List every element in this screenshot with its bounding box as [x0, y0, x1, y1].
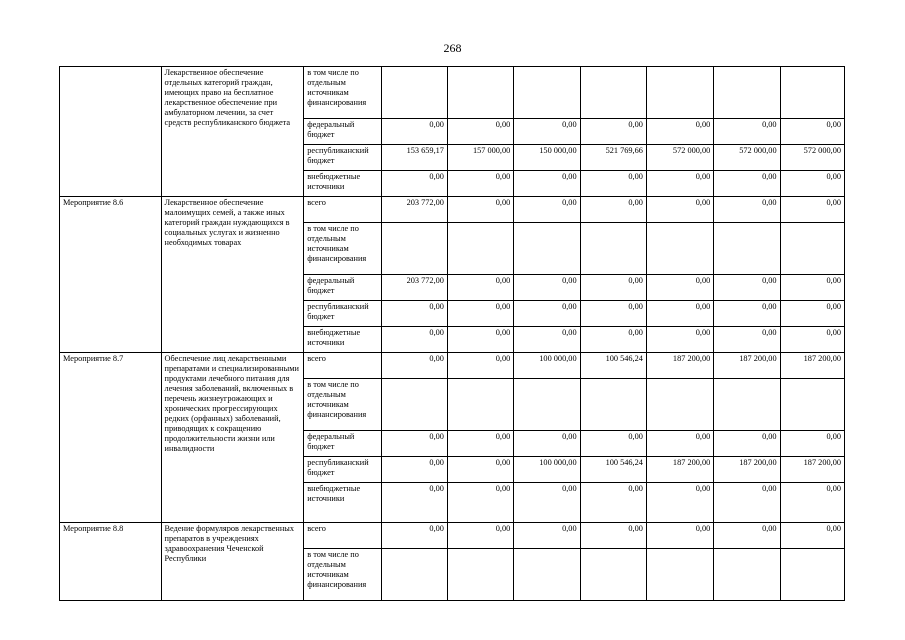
- amount-cell: 572 000,00: [646, 145, 713, 171]
- amount-cell: 100 000,00: [514, 457, 580, 483]
- funding-source-cell: внебюджетные источники: [304, 171, 381, 197]
- amount-cell: 0,00: [514, 119, 580, 145]
- funding-source-cell: республиканский бюджет: [304, 301, 381, 327]
- amount-cell: 157 000,00: [447, 145, 513, 171]
- amount-cell: 187 200,00: [714, 353, 780, 379]
- amount-cell: [580, 67, 646, 119]
- table-row: [60, 353, 845, 379]
- amount-cell: 0,00: [381, 119, 447, 145]
- amount-cell: 0,00: [714, 431, 780, 457]
- amount-cell: [714, 67, 780, 119]
- amount-cell: 0,00: [580, 119, 646, 145]
- amount-cell: 0,00: [381, 171, 447, 197]
- amount-cell: [646, 549, 713, 601]
- amount-cell: 0,00: [381, 457, 447, 483]
- amount-cell: 0,00: [447, 119, 513, 145]
- amount-cell: 0,00: [580, 483, 646, 523]
- amount-cell: [646, 379, 713, 431]
- amount-cell: 0,00: [447, 523, 513, 549]
- amount-cell: 203 772,00: [381, 197, 447, 223]
- amount-cell: [646, 223, 713, 275]
- amount-cell: 0,00: [447, 275, 513, 301]
- description-cell: Обеспечение лиц лекарственными препаратами и специализированными продуктами лечебного питания для лечения заболеваний, включенных в перечень жизнеугрожающих и хронических прогрессирующих редких (орфанных) заболеваний, приводящих к сокращению продолжительности жизни или инвалидности: [161, 353, 304, 523]
- amount-cell: 0,00: [714, 301, 780, 327]
- amount-cell: 0,00: [447, 483, 513, 523]
- amount-cell: [447, 67, 513, 119]
- amount-cell: 0,00: [780, 275, 844, 301]
- amount-cell: [780, 549, 844, 601]
- table-row: [60, 197, 845, 223]
- measure-cell: Мероприятие 8.7: [60, 353, 162, 523]
- amount-cell: 0,00: [447, 301, 513, 327]
- amount-cell: 0,00: [514, 197, 580, 223]
- amount-cell: 187 200,00: [646, 457, 713, 483]
- amount-cell: 0,00: [714, 275, 780, 301]
- amount-cell: 0,00: [780, 119, 844, 145]
- amount-cell: 0,00: [381, 483, 447, 523]
- amount-cell: 0,00: [580, 301, 646, 327]
- funding-source-cell: всего: [304, 353, 381, 379]
- amount-cell: 0,00: [780, 483, 844, 523]
- description-cell: Лекарственное обеспечение малоимущих семей, а также иных категорий граждан нуждающихся в социальных услугах и жизненно необходимых товарах: [161, 197, 304, 353]
- amount-cell: 0,00: [580, 327, 646, 353]
- amount-cell: 0,00: [447, 457, 513, 483]
- amount-cell: 0,00: [646, 197, 713, 223]
- amount-cell: [580, 223, 646, 275]
- amount-cell: 0,00: [447, 353, 513, 379]
- amount-cell: [580, 549, 646, 601]
- amount-cell: 0,00: [646, 275, 713, 301]
- amount-cell: 0,00: [381, 523, 447, 549]
- funding-source-cell: всего: [304, 197, 381, 223]
- amount-cell: 0,00: [780, 301, 844, 327]
- amount-cell: [381, 549, 447, 601]
- amount-cell: 0,00: [447, 431, 513, 457]
- amount-cell: 0,00: [447, 327, 513, 353]
- measure-cell: [60, 67, 162, 197]
- amount-cell: [714, 379, 780, 431]
- amount-cell: 0,00: [514, 431, 580, 457]
- amount-cell: 187 200,00: [780, 353, 844, 379]
- amount-cell: 100 546,24: [580, 457, 646, 483]
- amount-cell: 150 000,00: [514, 145, 580, 171]
- amount-cell: 0,00: [514, 275, 580, 301]
- amount-cell: 0,00: [780, 327, 844, 353]
- amount-cell: 0,00: [714, 197, 780, 223]
- table-row: [60, 67, 845, 119]
- amount-cell: 0,00: [580, 171, 646, 197]
- amount-cell: 0,00: [714, 119, 780, 145]
- amount-cell: 0,00: [780, 197, 844, 223]
- amount-cell: [514, 549, 580, 601]
- amount-cell: 0,00: [381, 431, 447, 457]
- amount-cell: 0,00: [514, 327, 580, 353]
- amount-cell: [714, 223, 780, 275]
- table-row: [60, 523, 845, 549]
- amount-cell: [381, 223, 447, 275]
- amount-cell: 0,00: [381, 353, 447, 379]
- amount-cell: 0,00: [780, 431, 844, 457]
- funding-source-cell: в том числе по отдельным источникам финансирования: [304, 549, 381, 601]
- amount-cell: 0,00: [381, 327, 447, 353]
- amount-cell: 0,00: [780, 171, 844, 197]
- amount-cell: 0,00: [714, 171, 780, 197]
- amount-cell: [381, 67, 447, 119]
- funding-source-cell: федеральный бюджет: [304, 431, 381, 457]
- amount-cell: 0,00: [714, 327, 780, 353]
- description-cell: Лекарственное обеспечение отдельных категорий граждан, имеющих право на бесплатное лекарственное обеспечение при амбулаторном лечении, за счет средств республиканского бюджета: [161, 67, 304, 197]
- amount-cell: 100 000,00: [514, 353, 580, 379]
- budget-table: [59, 66, 845, 601]
- amount-cell: 521 769,66: [580, 145, 646, 171]
- amount-cell: [714, 549, 780, 601]
- measure-cell: Мероприятие 8.8: [60, 523, 162, 601]
- amount-cell: 0,00: [714, 483, 780, 523]
- funding-source-cell: федеральный бюджет: [304, 119, 381, 145]
- amount-cell: 153 659,17: [381, 145, 447, 171]
- funding-source-cell: в том числе по отдельным источникам финансирования: [304, 223, 381, 275]
- amount-cell: [447, 223, 513, 275]
- amount-cell: [447, 549, 513, 601]
- amount-cell: 0,00: [514, 171, 580, 197]
- amount-cell: 187 200,00: [714, 457, 780, 483]
- amount-cell: [514, 67, 580, 119]
- amount-cell: 0,00: [580, 275, 646, 301]
- amount-cell: 0,00: [447, 171, 513, 197]
- amount-cell: 0,00: [646, 483, 713, 523]
- amount-cell: [780, 67, 844, 119]
- amount-cell: 0,00: [580, 197, 646, 223]
- amount-cell: 0,00: [646, 301, 713, 327]
- amount-cell: 0,00: [580, 431, 646, 457]
- amount-cell: 0,00: [646, 171, 713, 197]
- funding-source-cell: внебюджетные источники: [304, 327, 381, 353]
- amount-cell: 0,00: [646, 431, 713, 457]
- amount-cell: [381, 379, 447, 431]
- amount-cell: [514, 223, 580, 275]
- amount-cell: [780, 379, 844, 431]
- funding-source-cell: республиканский бюджет: [304, 145, 381, 171]
- amount-cell: [447, 379, 513, 431]
- amount-cell: 0,00: [646, 327, 713, 353]
- amount-cell: 572 000,00: [780, 145, 844, 171]
- funding-source-cell: в том числе по отдельным источникам финансирования: [304, 379, 381, 431]
- amount-cell: 0,00: [381, 301, 447, 327]
- funding-source-cell: в том числе по отдельным источникам финансирования: [304, 67, 381, 119]
- measure-cell: Мероприятие 8.6: [60, 197, 162, 353]
- amount-cell: 0,00: [714, 523, 780, 549]
- amount-cell: 0,00: [646, 523, 713, 549]
- amount-cell: 0,00: [514, 301, 580, 327]
- amount-cell: 0,00: [780, 523, 844, 549]
- funding-source-cell: федеральный бюджет: [304, 275, 381, 301]
- amount-cell: 0,00: [514, 483, 580, 523]
- amount-cell: [646, 67, 713, 119]
- amount-cell: 0,00: [447, 197, 513, 223]
- funding-source-cell: республиканский бюджет: [304, 457, 381, 483]
- amount-cell: 0,00: [646, 119, 713, 145]
- amount-cell: 187 200,00: [646, 353, 713, 379]
- amount-cell: [514, 379, 580, 431]
- amount-cell: [580, 379, 646, 431]
- amount-cell: 0,00: [514, 523, 580, 549]
- table-body: [60, 67, 845, 601]
- description-cell: Ведение формуляров лекарственных препаратов в учреждениях здравоохранения Чеченской Республики: [161, 523, 304, 601]
- page-number: 268: [443, 41, 462, 55]
- amount-cell: [780, 223, 844, 275]
- amount-cell: 100 546,24: [580, 353, 646, 379]
- amount-cell: 187 200,00: [780, 457, 844, 483]
- amount-cell: 572 000,00: [714, 145, 780, 171]
- funding-source-cell: внебюджетные источники: [304, 483, 381, 523]
- amount-cell: 0,00: [580, 523, 646, 549]
- funding-source-cell: всего: [304, 523, 381, 549]
- amount-cell: 203 772,00: [381, 275, 447, 301]
